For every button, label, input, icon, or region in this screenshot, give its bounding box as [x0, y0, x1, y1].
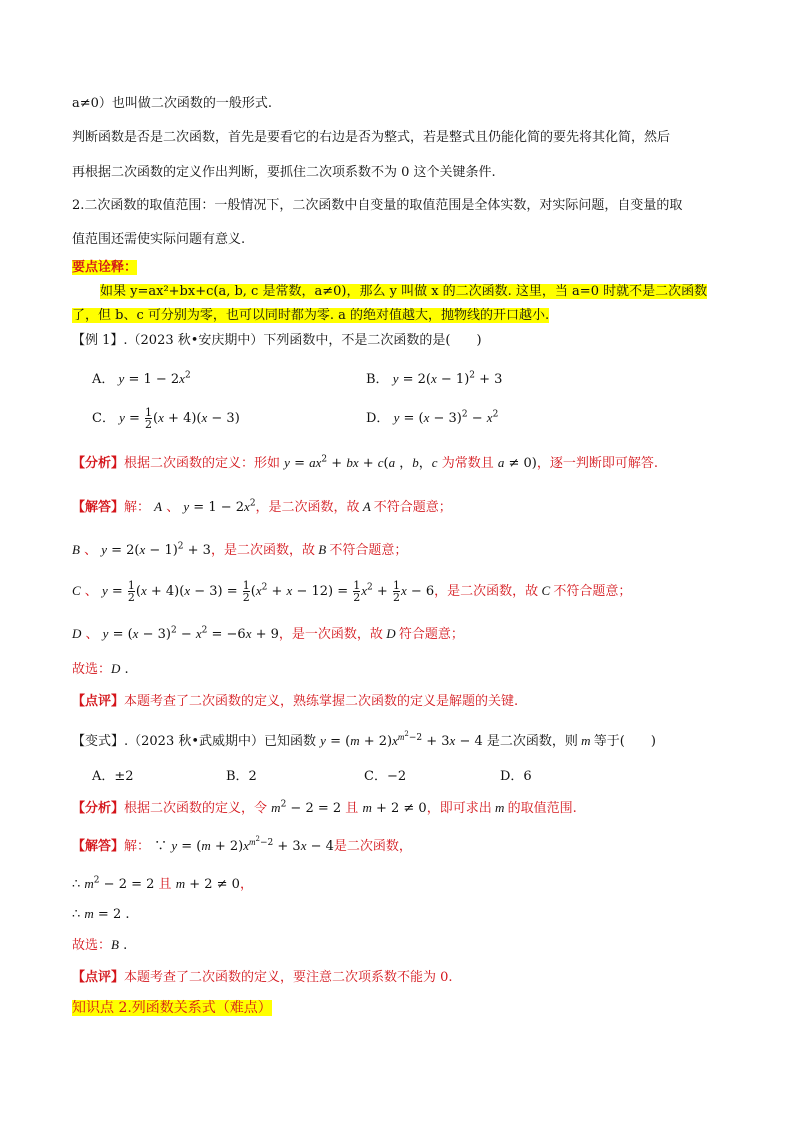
example1-option-d: D． $y = (x - 3)^2 - x^2$ [366, 409, 499, 426]
keypoint-title [72, 258, 137, 278]
analysis-label: 【分析】 [72, 456, 125, 471]
example1-option-c: C． y = $\frac{1}{2}$ (x + 4)(x − 3) [92, 406, 240, 431]
variant-title-prefix: 【变式】.（2023 秋•武威期中）已知函数 [72, 734, 317, 749]
keypoint-line-1 [100, 282, 707, 302]
answer-d-end: 符合题意； [398, 627, 464, 642]
intro-line-1: a≠0）也叫做二次函数的一般形式. [72, 96, 273, 111]
option-c-label: C． [92, 411, 115, 426]
example1-answer-d: D 、 $y = (x - 3)^2 - x^2 = -6x + 9$，是一次函数，故 D 符合题意； [72, 625, 464, 642]
answer-b-text: ，是二次函数，故 [210, 543, 315, 558]
section-heading-text: 知识点 2.列函数关系式（难点） [72, 1000, 272, 1016]
answer-b-end: 不符合题意； [329, 543, 408, 558]
variant-option-d: D．6 [500, 769, 532, 784]
variant-comment-text: 本题考查了二次函数的定义，要注意二次项系数不能为 0. [124, 970, 453, 985]
variant-choice: 故选：B . [72, 937, 128, 953]
answer-a-text: ，是二次函数，故 [255, 500, 360, 515]
example1-analysis: 【分析】根据二次函数的定义：形如 $y = ax^2$ + bx + c(a ，b，c 为常数且 a ≠ 0)，逐一判断即可解答. [72, 454, 658, 471]
variant-analysis-text-1: 根据二次函数的定义，令 [124, 801, 268, 816]
choice-label: 故选： [72, 662, 112, 677]
variant-step-2: ∴ m = 2 . [72, 906, 130, 922]
example1-comment [72, 692, 518, 712]
answer-d-text: ，是一次函数，故 [278, 627, 383, 642]
intro-line-5: 值范围还需使实际问题有意义. [72, 232, 246, 247]
variant-title-suffix: 是二次函数，则 [486, 734, 578, 749]
keypoint-line-2 [72, 306, 549, 326]
answer-c-end: 不符合题意； [553, 584, 632, 599]
example1-option-a: A． $y = 1 - 2x^2$ [92, 370, 191, 387]
option-a-label: A． [92, 372, 115, 387]
variant-answer-text: 是二次函数， [333, 839, 412, 854]
example1-title: 【例 1】.（2023 秋•安庆期中）下列函数中，不是二次函数的是( ) [72, 333, 482, 348]
section-heading [72, 998, 272, 1018]
keypoint-title-text: 要点诠释： [72, 260, 138, 275]
answer-prefix: 解： [124, 500, 151, 515]
variant-comment [72, 968, 453, 988]
analysis-text-1: 根据二次函数的定义：形如 [124, 456, 281, 471]
option-d-label: D． [366, 411, 390, 426]
variant-option-a: A．±2 [92, 769, 134, 784]
variant-comment-label: 【点评】 [72, 970, 125, 985]
variant-option-c: C．−2 [364, 769, 407, 784]
example1-choice: 故选：D . [72, 661, 129, 677]
intro-line-4: 2.二次函数的取值范围：一般情况下，二次函数中自变量的取值范围是全体实数，对实际问题，自变量的取 [72, 198, 683, 213]
answer-a-end: 不符合题意； [373, 500, 452, 515]
variant-option-b: B．2 [226, 769, 257, 784]
variant-answer-prefix: 解： [124, 839, 151, 854]
variant-step-1: ∴ $m^2 - 2 = 2$ 且 m + 2 ≠ 0， [72, 875, 253, 892]
variant-choice-label: 故选： [72, 938, 112, 953]
variant-analysis-text-3: ，即可求出 [426, 801, 492, 816]
comment-label: 【点评】 [72, 694, 125, 709]
keypoint-line-2-text: 了，但 b、c 可分别为零，也可以同时都为零. a 的绝对值越大，抛物线的开口越小. [72, 308, 550, 323]
intro-line-3: 再根据二次函数的定义作出判断，要抓住二次项系数不为 0 这个关键条件. [72, 165, 496, 180]
example1-answer-b: B 、 $y = 2(x - 1)^2 + 3$，是二次函数，故 B 不符合题意； [72, 541, 408, 558]
variant-title-end: 等于( ) [593, 734, 656, 749]
answer-label: 【解答】 [72, 500, 125, 515]
variant-analysis-label: 【分析】 [72, 801, 125, 816]
variant-choice-value: B [111, 937, 119, 952]
example1-answer-a: 【解答】解： A 、 $y = 1 - 2x^2$，是二次函数，故 A 不符合题意； [72, 498, 452, 515]
intro-line-2: 判断函数是否是二次函数，首先是要看它的右边是否为整式，若是整式且仍能化简的要先将其化简，然后 [72, 130, 671, 145]
example1-answer-c: C 、 y = $\frac{1}{2}$ (x + 4)(x − 3) = $\frac{1}{2}$ $(x^2 + x - 12)$ = $\frac{1}{2}$ $x^2$ + $\frac{1}{2}$ x − 6，是二次函数，故 C 不符合题意； [72, 579, 632, 604]
choice-value: D [111, 661, 121, 676]
variant-title: 【变式】.（2023 秋•武威期中）已知函数 $y = (m + 2)x^{m^2-2} + 3x - 4$ 是二次函数，则 m 等于( ) [72, 729, 656, 749]
comment-text: 本题考查了二次函数的定义，熟练掌握二次函数的定义是解题的关键. [124, 694, 519, 709]
variant-analysis-text-2: 且 [345, 801, 359, 816]
keypoint-line-1-text: 如果 y=ax²+bx+c(a, b, c 是常数，a≠0)，那么 y 叫做 x 的二次函数. 这里，当 a=0 时就不是二次函数 [100, 284, 708, 299]
example1-option-b: B． $y = 2(x - 1)^2 + 3$ [366, 370, 503, 387]
variant-step-1-mid: 且 [158, 877, 172, 892]
variant-analysis-text-4: 的取值范围. [507, 801, 577, 816]
analysis-text-2: ，逐一判断即可解答. [536, 456, 658, 471]
answer-c-text: ，是二次函数，故 [434, 584, 539, 599]
variant-answer-label: 【解答】 [72, 839, 125, 854]
variant-analysis: 【分析】根据二次函数的定义，令 $m^2 - 2 = 2$ 且 m + 2 ≠ 0，即可求出 m 的取值范围. [72, 799, 577, 816]
option-b-label: B． [366, 372, 389, 387]
variant-answer: 【解答】解： ∵ $y = (m + 2)x^{m^2-2} + 3x - 4$是二次函数， [72, 834, 412, 854]
